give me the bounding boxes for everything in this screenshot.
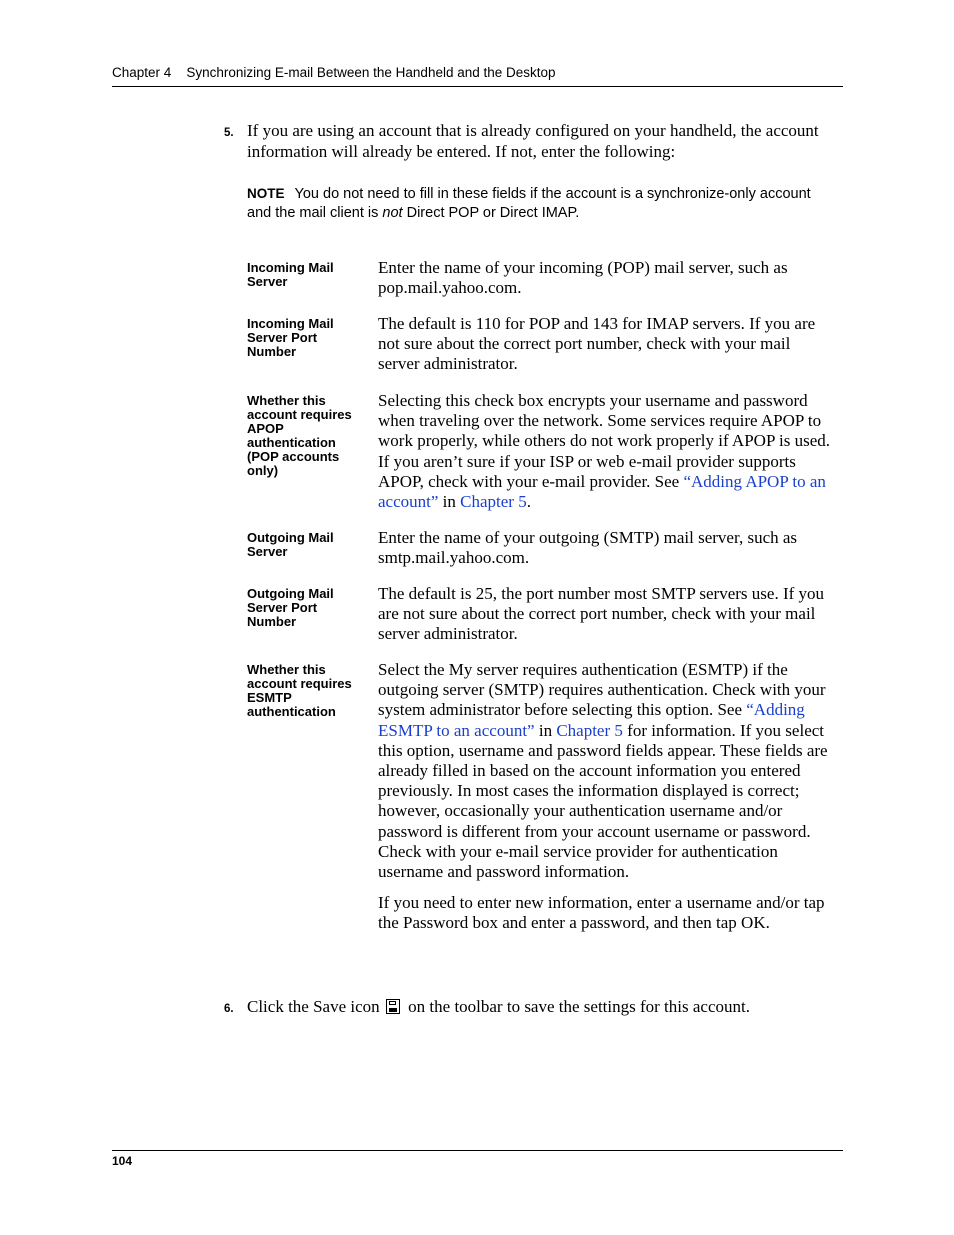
field-description: Selecting this check box encrypts your username and password when traveling over the network. Some services require APOP to work properly, while others do not work properly if APOP is used. If you aren’t sure if your ISP or web e-mail provider supports APOP, check with your e-mail provider. See “Adding APOP to an account” in Chapter 5.: [378, 391, 831, 512]
field-term: Outgoing Mail Server: [247, 530, 334, 559]
field-description: Enter the name of your incoming (POP) mail server, such as pop.mail.yahoo.com.: [378, 258, 788, 298]
footer-divider: [112, 1150, 843, 1151]
header-chapter: Chapter 4: [112, 65, 172, 80]
link-chapter-5[interactable]: Chapter 5: [556, 720, 623, 740]
field-description: The default is 25, the port number most SMTP servers use. If you are not sure about the correct port number, check with your mail server administrator.: [378, 584, 825, 644]
step-number: 5.: [224, 127, 234, 139]
note-emphasis: not: [382, 205, 403, 221]
field-description: Select the My server requires authentication (ESMTP) if the outgoing server (SMTP) requires authentication. Check with your system administrator before selecting this option. See “Adding ESMTP to an account” in Chapter 5 for information. If you select this option, username and password fields appear. These fields are already filled in based on the account information you entered previously. In most cases the information displayed is correct; however, occasionally your authentication username and/or password is different from your account username or password. Check with your e-mail service provider for authentication username and password information. If you need to enter new information, enter a username and/or tap the Password box and enter a password, and then tap OK.: [378, 660, 833, 945]
page-number: 104: [112, 1154, 133, 1168]
step-text-before: Click the Save icon: [247, 997, 380, 1016]
note: [247, 184, 837, 223]
save-icon: [386, 999, 400, 1014]
header-title: Synchronizing E-mail Between the Handheld and the Desktop: [186, 65, 556, 80]
field-description-extra: If you need to enter new information, enter a username and/or tap the Password box and enter a password, and then tap OK.: [378, 893, 825, 933]
header-divider: [112, 86, 843, 87]
field-term: Incoming Mail Server Port Number: [247, 316, 334, 359]
link-chapter-5[interactable]: Chapter 5: [460, 492, 527, 512]
step-text: If you are using an account that is already configured on your handheld, the account information will already be entered. If not, enter the following:: [247, 121, 819, 161]
step-text-after: on the toolbar to save the settings for this account.: [408, 997, 750, 1016]
link-adding-esmtp[interactable]: “Adding ESMTP to an account”: [378, 700, 805, 740]
note-label: NOTE: [247, 186, 285, 201]
field-term: Incoming Mail Server: [247, 260, 334, 289]
running-header: [112, 65, 843, 80]
step-6: [224, 997, 844, 1018]
step-number: 6.: [224, 1003, 234, 1015]
link-adding-apop[interactable]: “Adding APOP to an account”: [378, 471, 826, 512]
note-text-after: Direct POP or Direct IMAP.: [402, 205, 580, 221]
step-5: [224, 121, 844, 162]
note-text-before: You do not need to fill in these fields if the account is a synchronize-only account and the mail client is: [247, 186, 811, 221]
field-term: Whether this account requires APOP authentication (POP accounts only): [247, 393, 352, 478]
field-term: Whether this account requires ESMTP authentication: [247, 662, 352, 719]
field-description: Enter the name of your outgoing (SMTP) mail server, such as smtp.mail.yahoo.com.: [378, 528, 798, 568]
field-term: Outgoing Mail Server Port Number: [247, 586, 334, 629]
field-description: The default is 110 for POP and 143 for IMAP servers. If you are not sure about the correct port number, check with your mail server administrator.: [378, 314, 816, 374]
